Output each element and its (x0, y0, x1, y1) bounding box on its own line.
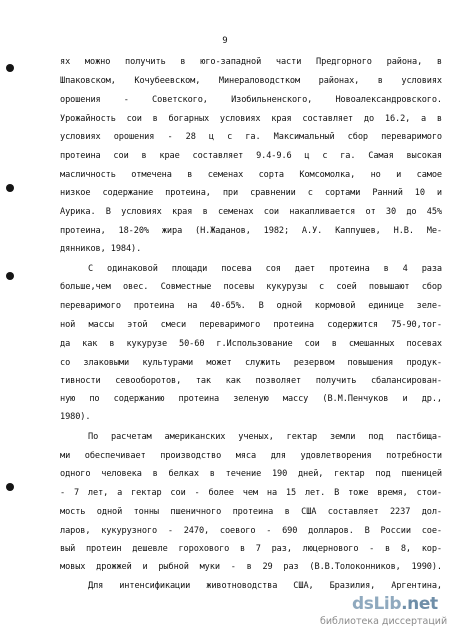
page-number: 9 (222, 36, 228, 46)
text-line: дянников, 1984). (60, 244, 142, 254)
text-line: одного человека в белках в течение 190 дней, гектар под пшеницей (60, 469, 442, 479)
watermark-logo (352, 594, 438, 614)
text-line: переваримого протеина на 40-65%. В одной кормовой единице зеле- (60, 301, 442, 311)
text-line: вый протеин дешевле горохового в 7 раз, люцернового - в 8, кор- (60, 544, 442, 554)
text-line: ной массы этой смеси переваримого протеина содержится 75-90,тог- (60, 320, 442, 330)
text-line: - 7 лет, а гектар сои - более чем на 15 лет. В тоже время, стои- (60, 488, 442, 498)
text-line: Урожайность сои в богарных условиях края составляет до 16.2, а в (60, 114, 442, 124)
text-line: По расчетам американских ученых, гектар земли под пастбища- (88, 432, 442, 442)
text-line: протеина сои в крае составляет 9.4-9.6 ц с га. Самая высокая (60, 151, 442, 161)
text-line: тивности севооборотов, так как позволяет получить сбалансирован- (60, 376, 442, 386)
binder-hole-mark (6, 184, 14, 192)
text-line: С одинаковой площади посева соя дает протеина в 4 раза (88, 264, 442, 274)
text-line: да как в кукурузе 50-60 г.Использование сои в смешанных посевах (60, 339, 442, 349)
text-line: Шпаковском, Кочубеевском, Минераловодстком районах, в условиях (60, 76, 442, 86)
text-line: масличность отмечена в семенах сорта Комсомолка, но и самое (60, 170, 442, 180)
text-line: мость одной тонны пшеничного протеина в США составляет 2237 дол- (60, 507, 442, 517)
binder-hole-mark (6, 272, 14, 280)
text-line: ларов, кукурузного - 2470, соевого - 690 долларов. В России сое- (60, 526, 442, 536)
watermark-caption: библиотека диссертаций (320, 616, 448, 627)
text-line: мовых дрожжей и рыбной муки - в 29 раз (В.В.Толоконников, 1990). (60, 562, 442, 572)
text-line: ях можно получить в юго-западной части Предгорного района, в (60, 57, 442, 67)
text-line: больше,чем овес. Совместные посевы кукурузы с соей повышают сбор (60, 282, 442, 292)
text-line: условиях орошения - 28 ц с га. Максимальный сбор переваримого (60, 132, 442, 142)
binder-hole-mark (6, 64, 14, 72)
text-line: протеина, 18-20% жира (Н.Жаданов, 1982; А.У. Каппушев, Н.В. Ме- (60, 226, 442, 236)
text-line: Аурика. В условиях края в семенах сои накапливается от 30 до 45% (60, 207, 442, 217)
text-line: Для интенсификации животноводства США, Бразилия, Аргентина, (88, 581, 442, 591)
watermark-brand-prefix: dsLib (352, 594, 402, 614)
text-line: ми обеспечивает производство мяса для удовлетворения потребности (60, 451, 442, 461)
text-line: низкое содержание протеина, при сравнении с сортами Ранний 10 и (60, 188, 442, 198)
text-line: 1980). (60, 412, 91, 422)
watermark-brand-suffix: .net (401, 594, 438, 614)
text-line: ную по содержанию протеина зеленую массу (В.М.Пенчуков и др., (60, 394, 442, 404)
binder-hole-mark (6, 483, 14, 491)
text-line: со злаковыми культурами может служить резервом повышения продук- (60, 358, 442, 368)
text-line: орошения - Советского, Изобильненского, Новоалександровского. (60, 95, 442, 105)
